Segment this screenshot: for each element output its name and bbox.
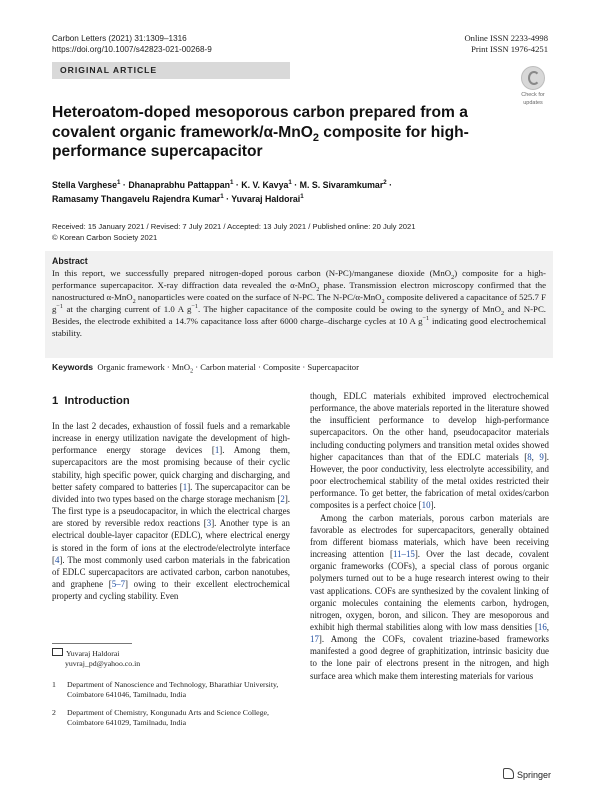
paper-title: Heteroatom-doped mesoporous carbon prepared from a covalent organic framework/α-MnO$_2$ composite for high-performance supercapacitor — [52, 104, 469, 160]
online-issn: Online ISSN 2233-4998 — [464, 33, 548, 43]
citation-link[interactable]: 3 — [206, 518, 212, 529]
history-dates: Received: 15 January 2021 / Revised: 7 July 2021 / Accepted: 13 July 2021 / Published online: 20 July 2021 — [52, 222, 416, 231]
section-heading: 1 Introduction — [52, 395, 130, 407]
author[interactable]: Ramasamy Thangavelu Rajendra Kumar — [52, 193, 221, 204]
corresponding-author — [52, 648, 282, 669]
journal-header — [52, 33, 212, 55]
publisher-logo: Springer — [503, 768, 551, 780]
citation-link[interactable]: 5–7 — [111, 579, 125, 590]
author[interactable]: Stella Varghese — [52, 180, 118, 190]
citation-link[interactable]: 11–15 — [392, 549, 415, 560]
badge-line2: updates — [523, 100, 543, 106]
citation-link[interactable]: 16 — [537, 621, 547, 632]
affiliation-2: 2 Department of Chemistry, Kongunadu Arts and Science College, Coimbatore 641029, Tamilnadu, India — [52, 708, 269, 727]
body-column-left — [52, 420, 290, 602]
badge-line1: Check for — [521, 92, 545, 98]
citation-link[interactable]: 2 — [280, 493, 285, 504]
check-for-updates-icon — [521, 66, 545, 90]
affiliation-1: 1 Department of Nanoscience and Technology, Bharathiar University, Coimbatore 641046, Tamilnadu, India — [52, 680, 279, 699]
citation-link[interactable]: 9 — [539, 451, 544, 462]
check-for-updates-badge[interactable] — [517, 66, 549, 106]
citation-link[interactable]: 8 — [527, 451, 532, 462]
footnote-rule — [52, 643, 132, 644]
abstract-text: In this report, we successfully prepared nitrogen-doped porous carbon (N-PC)/manganese dioxide (MnO$_2$) composite for a high-performance supercapacitor. X-ray diffraction data revealed the α-MnO$_2$ phase. Transmission electron microscopy confirmed that the nanostructured α-MnO$_2$ nanoparticles were coated on the surface of N-PC. The N-PC/α-MnO$_2$ composite delivered a capacitance of 525.7 F $g^{-1}$ at the charging current of 1.0 A $g^{-1}$. The higher capacitance of the composite could be owing to the synergy of MnO$_2$ and N-PC. Besides, the electrode exhibited a 14.7% capacitance loss after 6000 charge–discharge cycles at 10 A $g^{-1}$ indicating good electrochemical stability. — [52, 268, 547, 338]
corresponding-email[interactable]: yuvraj_pd@yahoo.co.in — [65, 659, 141, 668]
body-column-right — [310, 390, 549, 682]
paragraph: Among the carbon materials, porous carbon materials are favorable as electrodes for supercapacitors, generally obtained from different biomass materials, which have been receiving increasing attention [11–15]. Over the last decade, covalent organic frameworks (COFs), a special class of porous organic polymers turned out to be a huge research interest owing to their vast applications. COFs are synthesized by the covalent linking of organic molecules containing the elements carbon, hydrogen, nitrogen, oxygen, boron, and silicon. They are mesoporous and exhibit high thermal stabilities along with low mass densities [16, 17]. Among the COFs, covalent triazine-based frameworks manifested a good degree of graphitization, intrinsic basicity due to the lone pair of electrons present in the nitrogen, and high surface area which make them interesting materials for various — [310, 512, 550, 681]
issn-block — [464, 33, 548, 55]
citation-link[interactable]: 10 — [421, 500, 431, 511]
print-issn: Print ISSN 1976-4251 — [471, 44, 548, 54]
paragraph: though, EDLC materials exhibited improved electrochemical performance, the above materials reported in the literature showed the insufficient performance to develop high-performance supercapacitors. On the other hand, pseudocapacitor materials including conducting polymers and transition metal oxides showed higher capacitances than that of the EDLC materials [8, 9]. However, the poor conductivity, less electrolyte accessibility, and poor electrochemical stability of the metal oxides restricted their performance. To get better, the fabrication of metal oxides/carbon composites is a perfect choice [10]. — [310, 391, 549, 511]
article-type-banner: ORIGINAL ARTICLE — [52, 62, 290, 79]
author-list: Stella Varghese$^1$ · Dhanaprabhu Pattappan$^1$ · K. V. Kavya$^1$ · M. S. Sivaramkumar$^2$ · Ramasamy Thangavelu Rajendra Kumar$^1$ · Yuvaraj Haldorai$^1$ — [52, 179, 393, 204]
publication-dates — [52, 222, 552, 243]
author[interactable]: Yuvaraj Haldorai — [231, 193, 301, 204]
doi-link[interactable]: https://doi.org/10.1007/s42823-021-00268-9 — [52, 45, 212, 54]
citation-link[interactable]: 1 — [182, 481, 188, 492]
citation-link[interactable]: 17 — [310, 634, 319, 645]
envelope-icon — [52, 648, 63, 656]
copyright: © Korean Carbon Society 2021 — [52, 232, 158, 242]
corresponding-name: Yuvaraj Haldorai — [66, 649, 120, 658]
abstract-heading: Abstract — [52, 256, 88, 266]
keywords: Keywords Organic framework · MnO$_2$ · Carbon material · Composite · Supercapacitor — [52, 362, 359, 375]
keywords-label: Keywords — [52, 362, 94, 372]
author[interactable]: Dhanaprabhu Pattappan — [128, 180, 230, 190]
author[interactable]: M. S. Sivaramkumar — [299, 180, 384, 190]
journal-citation: Carbon Letters (2021) 31:1309–1316 — [52, 34, 187, 43]
citation-link[interactable]: 4 — [54, 554, 60, 565]
paragraph: In the last 2 decades, exhaustion of fossil fuels and a remarkable increase in energy utilization navigate the development of high-performance energy storage devices [1]. Among them, supercapacitors are the most promising because of their cyclic stability, high specific power, quick charging and discharging, and better safety compared to batteries [1]. The supercapacitor can be divided into two types based on the charge storage mechanism [2]. The first type is a pseudocapacitor, in which the electrical charges are stored by reversible redox reactions [3]. Another type is an electrical double-layer capacitor (EDLC), where electrical energy is stored in the form of ions at the electrode/electrolyte interface [4]. The most commonly used carbon materials in the fabrication of EDLC supercapacitors are activated carbon, carbon nanotubes, and graphene [5–7] owing to their excellent electrochemical property and cycling stability. Even — [52, 421, 290, 602]
citation-link[interactable]: 1 — [214, 445, 220, 456]
author[interactable]: K. V. Kavya — [241, 180, 289, 190]
springer-horse-icon — [503, 768, 514, 779]
